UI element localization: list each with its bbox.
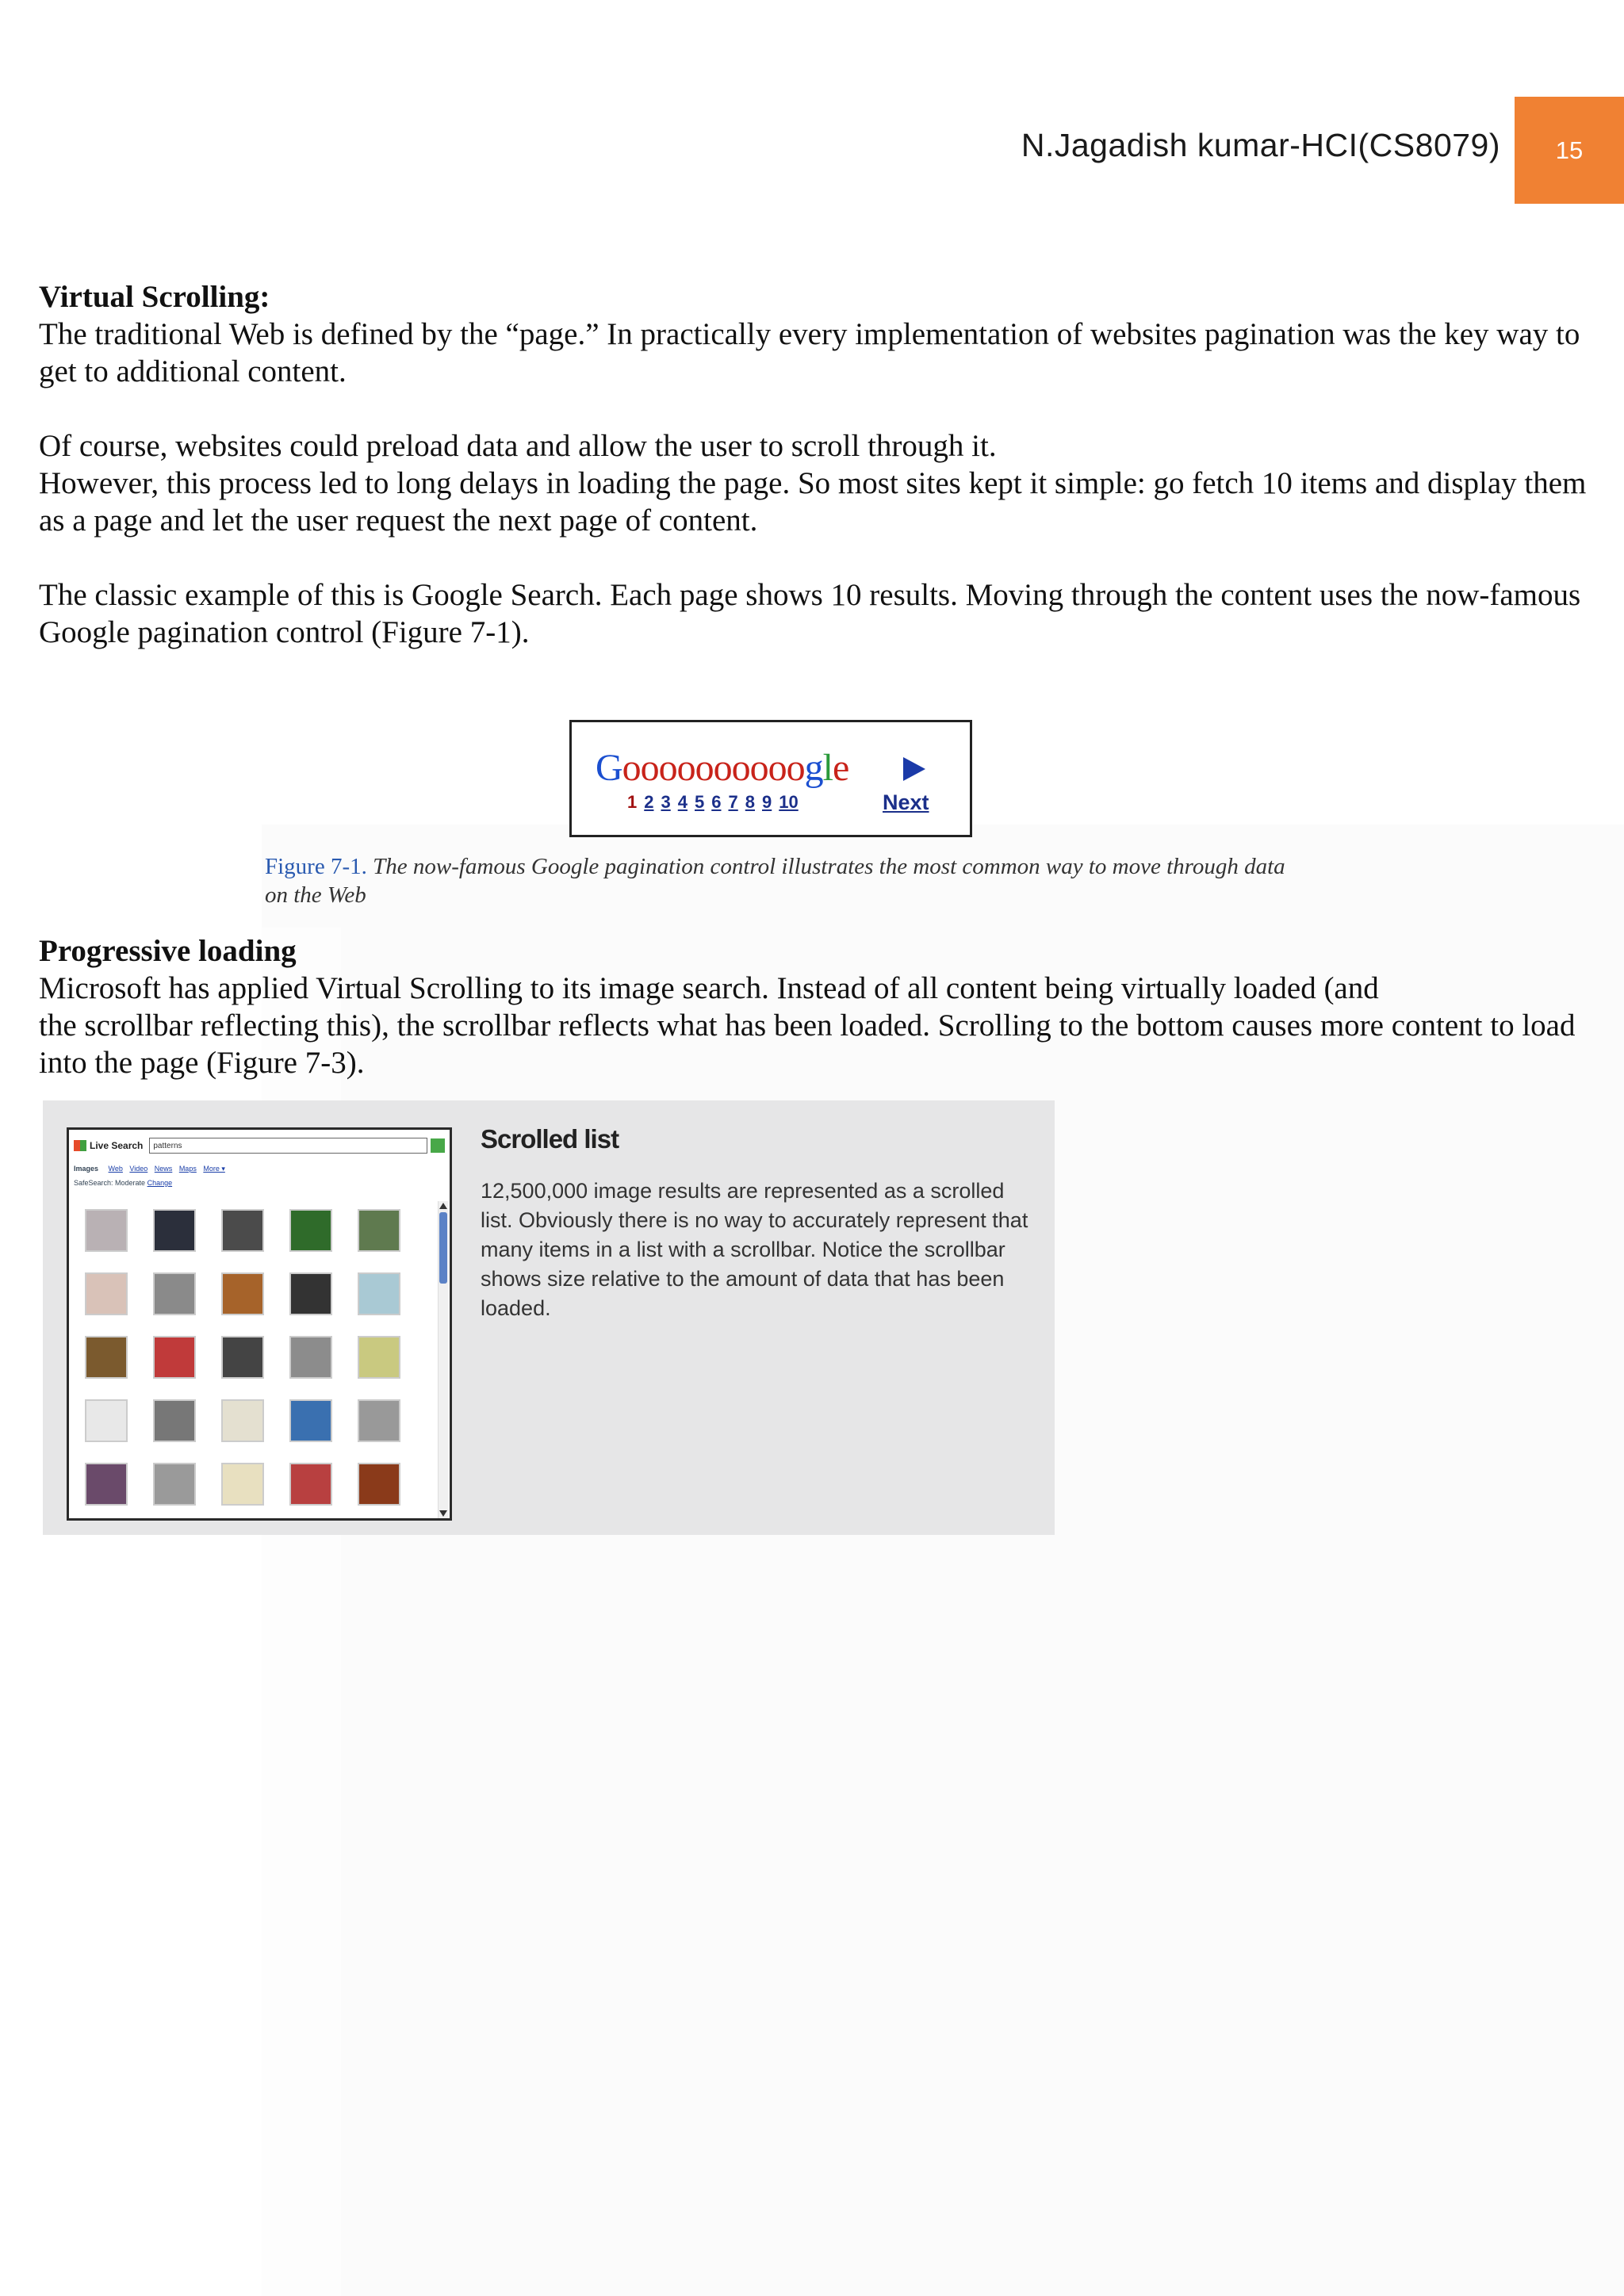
figure-label: Figure 7-1. [265, 854, 367, 879]
search-nav-bar [74, 1161, 230, 1190]
image-thumbnail[interactable] [358, 1336, 400, 1379]
google-pagination-figure [569, 720, 972, 837]
image-thumbnail[interactable] [358, 1399, 400, 1442]
caption-text: The now-famous Google pagination control illustrates the most common way to move through data on the Web [265, 854, 1285, 908]
image-thumbnail[interactable] [85, 1272, 128, 1315]
page-number-list [627, 792, 799, 813]
nav-link[interactable]: Video [129, 1165, 148, 1173]
image-thumbnail[interactable] [221, 1272, 264, 1315]
paragraph: However, this process led to long delays in loading the page. So most sites kept it simple: go fetch 10 items and display them as a page and let the user request the next page of content. [39, 466, 1587, 538]
image-thumbnail[interactable] [153, 1463, 196, 1506]
google-logo-text: Goooooooooogle [596, 747, 849, 789]
image-thumbnail[interactable] [289, 1272, 332, 1315]
scroll-down-arrow-icon[interactable] [439, 1510, 447, 1517]
paragraph: Microsoft has applied Virtual Scrolling to its image search. Instead of all content being virtually loaded (and [39, 971, 1379, 1005]
images-label: Images [74, 1165, 99, 1173]
paragraph: Of course, websites could preload data and allow the user to scroll through it. [39, 429, 997, 463]
image-thumbnail[interactable] [358, 1209, 400, 1252]
page-link[interactable]: 3 [661, 792, 671, 812]
image-thumbnail[interactable] [289, 1399, 332, 1442]
figure-3-title: Scrolled list [481, 1124, 619, 1154]
image-thumbnail[interactable] [85, 1463, 128, 1506]
next-page-link[interactable]: Next [883, 790, 929, 814]
nav-link[interactable]: Maps [178, 1165, 197, 1173]
search-go-button[interactable] [431, 1138, 445, 1153]
page-number-badge: 15 [1515, 97, 1624, 204]
image-thumbnail[interactable] [153, 1336, 196, 1379]
page-link[interactable]: 4 [677, 792, 688, 812]
image-thumbnail[interactable] [221, 1463, 264, 1506]
paragraph: The classic example of this is Google Search. Each page shows 10 results. Moving through the content uses the now-famous Google pagination control (Figure 7-1). [39, 578, 1581, 649]
page-link[interactable]: 8 [745, 792, 755, 812]
figure-3-scrolled-list [43, 1100, 1055, 1535]
section-heading: Progressive loading [39, 934, 297, 968]
image-thumbnail[interactable] [289, 1463, 332, 1506]
page-link[interactable]: 5 [695, 792, 705, 812]
section-heading: Virtual Scrolling: [39, 280, 270, 314]
image-thumbnail[interactable] [85, 1336, 128, 1379]
scrollbar-thumb[interactable] [439, 1212, 447, 1284]
image-thumbnail[interactable] [221, 1399, 264, 1442]
image-thumbnail[interactable] [153, 1209, 196, 1252]
spacer [39, 390, 1609, 427]
image-thumbnail[interactable] [153, 1272, 196, 1315]
nav-link[interactable]: Web [108, 1165, 123, 1173]
page-link[interactable]: 10 [779, 792, 799, 812]
image-thumbnail[interactable] [153, 1399, 196, 1442]
page-link[interactable]: 7 [728, 792, 738, 812]
live-search-bar [74, 1135, 445, 1157]
image-thumbnail[interactable] [85, 1399, 128, 1442]
scrollbar[interactable] [438, 1201, 448, 1518]
live-search-label: Live Search [90, 1140, 144, 1151]
page-link[interactable]: 9 [762, 792, 772, 812]
nav-link[interactable]: News [154, 1165, 173, 1173]
image-thumbnail[interactable] [289, 1209, 332, 1252]
page-link[interactable]: 2 [644, 792, 654, 812]
live-search-screenshot [67, 1127, 452, 1521]
page-link[interactable]: 6 [711, 792, 722, 812]
section-virtual-scrolling [39, 278, 1609, 651]
image-thumbnail[interactable] [289, 1336, 332, 1379]
image-thumbnail[interactable] [221, 1336, 264, 1379]
scroll-up-arrow-icon[interactable] [439, 1203, 447, 1209]
image-thumbnail[interactable] [221, 1209, 264, 1252]
section-progressive-loading [39, 932, 1609, 1081]
spacer [39, 539, 1609, 576]
header-author: N.Jagadish kumar-HCI(CS8079) [1021, 127, 1500, 163]
search-input[interactable]: patterns [149, 1138, 427, 1154]
page-link[interactable]: 1 [627, 792, 638, 812]
change-link[interactable]: Change [147, 1179, 173, 1187]
safesearch-label: SafeSearch: Moderate [74, 1179, 146, 1187]
figure-3-description: 12,500,000 image results are represented as a scrolled list. Obviously there is no way to accurately represent that many items in a list with a scrollbar. Notice the scrollbar shows size relative to the amount of data that has been loaded. [481, 1179, 1028, 1320]
paragraph: The traditional Web is defined by the “page.” In practically every implementation of websites pagination was the key way to get to additional content. [39, 317, 1580, 388]
image-results-grid [85, 1209, 418, 1506]
nav-link[interactable]: More ▾ [203, 1165, 225, 1173]
image-thumbnail[interactable] [358, 1463, 400, 1506]
image-thumbnail[interactable] [85, 1209, 128, 1252]
figure-1-caption [265, 852, 1296, 909]
image-thumbnail[interactable] [358, 1272, 400, 1315]
next-arrow-icon[interactable] [903, 757, 925, 781]
paragraph: the scrollbar reflecting this), the scrollbar reflects what has been loaded. Scrolling to the bottom causes more content to load into the page (Figure 7-3). [39, 1008, 1576, 1080]
windows-logo-icon [74, 1140, 86, 1151]
